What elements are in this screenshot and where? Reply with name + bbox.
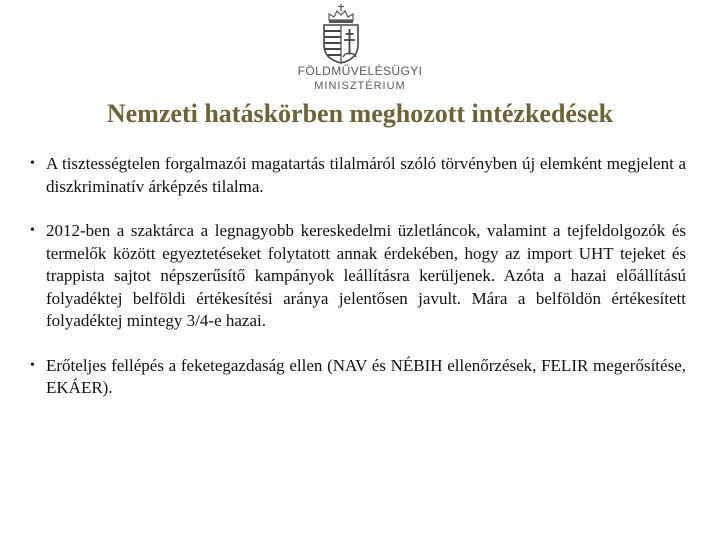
bullet-item [30, 355, 686, 400]
hungarian-coat-of-arms-icon [318, 3, 364, 65]
bullet-text: A tisztességtelen forgalmazói magatartás tilalmáról szóló törvényben új elemként megjelent a diszkriminatív árképzés tilalma. [46, 154, 686, 196]
slide-title: Nemzeti hatáskörben meghozott intézkedések [106, 99, 614, 128]
bullet-dot: • [30, 156, 35, 171]
bullet-item [30, 153, 686, 198]
ministry-name-line1: FÖLDMŰVELÉSÜGYI [297, 64, 423, 78]
bullet-dot: • [30, 357, 35, 373]
bullet-item [30, 220, 686, 333]
bullet-dot: • [30, 223, 35, 238]
bullet-list [30, 153, 686, 400]
ministry-logo [0, 0, 720, 100]
ministry-name-line2: MINISZTÉRIUM [314, 80, 406, 92]
bullet-text: 2012-ben a szaktárca a legnagyobb kereskedelmi üzletláncok, valamint a tejfeldolgozók és termelők között egyeztetéseket folytatott annak érdekében, hogy az import UHT tejeket és trappista sajtot népszerűsítő kampányok leállításra kerüljenek. Azóta a hazai előállítású folyadéktej belföldi értékesítési aránya jelentősen javult. Mára a belföldön értékesített folyadéktej mintegy 3/4-e hazai. [46, 221, 686, 330]
bullet-text: Erőteljes fellépés a feketegazdaság ellen (NAV és NÉBIH ellenőrzések, FELIR megerősítése, EKÁER). [46, 355, 686, 397]
